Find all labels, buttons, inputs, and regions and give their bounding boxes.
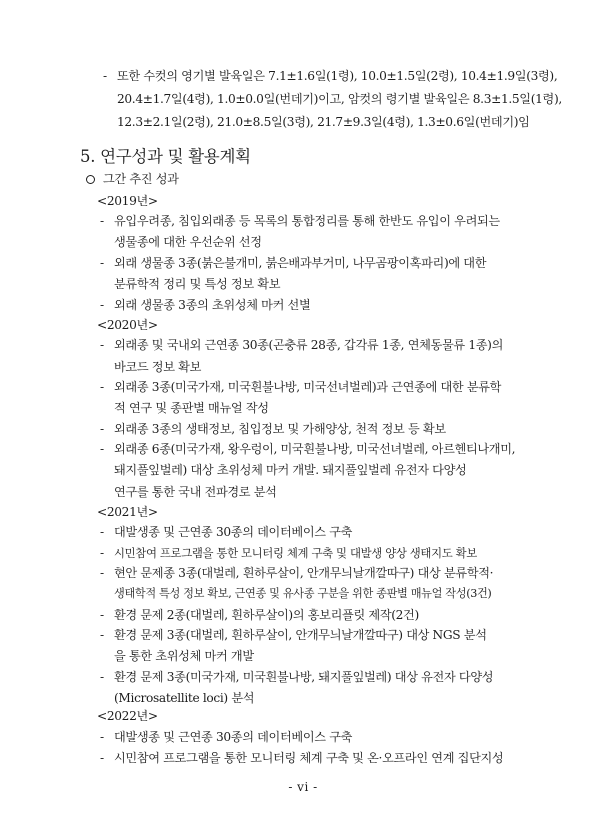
dash-marker: - <box>100 751 105 765</box>
list-item-line: 생태학적 특성 정보 확보, 근연종 및 유사종 구분을 위한 종판별 매뉴얼 작성(3건) <box>114 587 492 601</box>
list-item-line: 을 통한 초위성체 마커 개발 <box>114 649 254 664</box>
dash-marker: - <box>100 566 105 580</box>
dash-marker: - <box>100 669 105 684</box>
list-item-line: 분류학적 정리 및 특성 정보 확보 <box>114 277 281 292</box>
text-line: 또한 수컷의 영기별 발육일은 7.1±1.6일(1령), 10.0±1.5일(2령), 10.4±1.9일(3령), <box>117 69 558 83</box>
list-item-line: 외래종 6종(미국가재, 왕우렁이, 미국흰불나방, 미국선녀벌레, 아르헨티나개미, <box>114 441 516 456</box>
list-item-line: 대발생종 및 근연종 30종의 데이터베이스 구축 <box>114 730 353 744</box>
list-item-line: 적 연구 및 종판별 매뉴얼 작성 <box>114 401 269 416</box>
text-line: 20.4±1.7일(4령), 1.0±0.0일(번데기)이고, 암컷의 령기별 발육일은 8.3±1.5일(1령), <box>117 92 562 106</box>
dash-marker: - <box>100 379 105 394</box>
list-item-line: 외래종 3종(미국가재, 미국흰불나방, 미국선녀벌레)과 근연종에 대한 분류학 <box>114 379 502 394</box>
list-item-line: 연구를 통한 국내 전파경로 분석 <box>114 484 277 499</box>
year-label-2022: <2022년> <box>97 709 158 723</box>
list-item-line: 생물종에 대한 우선순위 선정 <box>114 235 262 250</box>
list-item-line: 시민참여 프로그램을 통한 모니터링 체계 구축 및 온·오프라인 연계 집단지성 <box>114 751 504 765</box>
list-item-line: (Microsatellite loci) 분석 <box>114 691 255 705</box>
year-label-2020: <2020년> <box>97 317 158 332</box>
dash-marker: - <box>100 730 105 744</box>
list-item-line: 바코드 정보 확보 <box>114 359 202 374</box>
list-item-line: 돼지풀잎벌레) 대상 초위성체 마커 개발. 돼지풀잎벌레 유전자 다양성 <box>114 463 467 478</box>
list-item-line: 외래 생물종 3종(붉은불개미, 붉은배과부거미, 나무곰팡이혹파리)에 대한 <box>114 255 487 270</box>
list-item-line: 환경 문제 3종(미국가재, 미국흰불나방, 돼지풀잎벌레) 대상 유전자 다양성 <box>114 669 494 684</box>
list-item-line: 외래 생물종 3종의 초위성체 마커 선별 <box>114 297 311 312</box>
dash-marker: - <box>100 338 105 353</box>
page-number: - vi - <box>288 780 318 794</box>
dash-marker: - <box>100 255 105 270</box>
dash-marker: - <box>100 214 105 229</box>
dash-marker: - <box>100 545 105 560</box>
dash-marker: - <box>100 441 105 456</box>
list-item-line: 현안 문제종 3종(대벌레, 흰하루살이, 안개무늬날개깔따구) 대상 분류학적· <box>114 566 494 580</box>
list-item-line: 외래종 3종의 생태정보, 침입정보 및 가해양상, 천적 정보 등 확보 <box>114 421 446 436</box>
dash-marker: - <box>100 525 105 540</box>
dash-marker: - <box>100 607 105 622</box>
list-item-line: 환경 문제 2종(대벌레, 흰하루살이)의 홍보리플릿 제작(2건) <box>114 607 419 622</box>
subheading: 그간 추진 성과 <box>103 172 179 186</box>
year-label-2019: <2019년> <box>97 193 158 208</box>
text-line: 12.3±2.1일(2령), 21.0±8.5일(3령), 21.7±9.3일(4령), 1.3±0.6일(번데기)임 <box>117 115 530 129</box>
dash-marker: - <box>103 69 108 83</box>
list-item-line: 시민참여 프로그램을 통한 모니터링 체계 구축 및 대발생 양상 생태지도 확보 <box>114 545 477 560</box>
dash-marker: - <box>100 297 105 312</box>
list-item-line: 외래종 및 국내외 근연종 30종(곤충류 28종, 갑각류 1종, 연체동물류 1종)의 <box>114 338 503 353</box>
dash-marker: - <box>100 421 105 436</box>
list-item-line: 대발생종 및 근연종 30종의 데이터베이스 구축 <box>114 525 353 540</box>
circle-bullet-icon <box>86 175 95 184</box>
year-label-2021: <2021년> <box>97 504 158 519</box>
section-heading: 5. 연구성과 및 활용계획 <box>80 147 251 166</box>
dash-marker: - <box>100 628 105 642</box>
list-item-line: 환경 문제 3종(대벌레, 흰하루살이, 안개무늬날개깔따구) 대상 NGS 분석 <box>114 628 487 642</box>
list-item-line: 유입우려종, 침입외래종 등 목록의 통합정리를 통해 한반도 유입이 우려되는 <box>114 214 500 229</box>
